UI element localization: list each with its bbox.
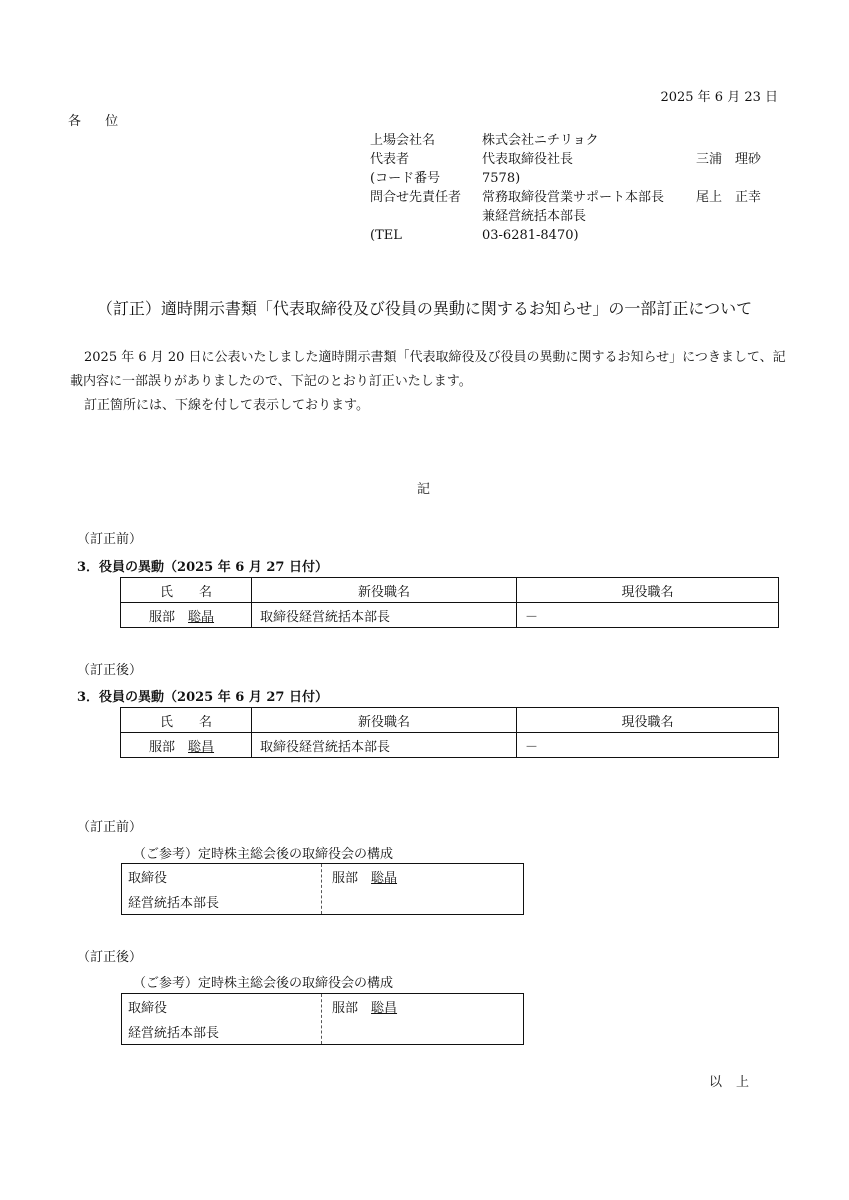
surname: 服部	[149, 739, 176, 755]
table-header-row	[121, 578, 779, 603]
body-text	[70, 346, 786, 418]
header-current-position: 現役職名	[517, 708, 779, 733]
before-correction-label: （訂正前）	[77, 532, 143, 547]
company-info-row	[370, 169, 786, 188]
new-position: 取締役経営統括本部長	[252, 603, 517, 628]
current-position: －	[517, 603, 779, 628]
board-role-line2: 経営統括本部長	[128, 896, 220, 911]
info-value: 03-6281-8470)	[482, 228, 579, 243]
table-row	[121, 603, 779, 628]
info-value: 常務取締役営業サポート本部長	[482, 190, 665, 205]
officer-name	[121, 733, 252, 758]
ki-heading: 記	[417, 482, 431, 497]
header-new-position: 新役職名	[252, 708, 517, 733]
board-member-name	[332, 867, 397, 886]
header-new-position: 新役職名	[252, 578, 517, 603]
surname: 服部	[332, 871, 359, 886]
reference-heading: （ご参考）定時株主総会後の取締役会の構成	[133, 847, 394, 862]
before-correction-label: （訂正前）	[77, 820, 143, 835]
info-key: (コード番号	[370, 171, 441, 186]
header-current-position: 現役職名	[517, 578, 779, 603]
surname: 服部	[332, 1001, 359, 1016]
closing-mark: 以上	[708, 1075, 763, 1090]
given-name: 聡昌	[188, 739, 215, 755]
officer-table-after	[120, 707, 779, 758]
company-info-row	[370, 207, 786, 226]
current-position: －	[517, 733, 779, 758]
company-info	[370, 131, 786, 245]
board-composition-after	[121, 993, 524, 1045]
reference-heading: （ご参考）定時株主総会後の取締役会の構成	[133, 976, 394, 991]
given-name: 聡晶	[188, 609, 215, 625]
info-key: (TEL	[370, 228, 402, 243]
info-value: 代表取締役社長	[482, 152, 574, 167]
body-paragraph: 2025 年 6 月 20 日に公表いたしました適時開示書類「代表取締役及び役員の異動に関するお知らせ」につきまして、記載内容に一部誤りがありましたので、下記のとおり訂正いたします。	[70, 350, 786, 389]
info-name	[696, 169, 786, 188]
officer-table-before	[120, 577, 779, 628]
officer-name	[121, 603, 252, 628]
section-heading: 3．役員の異動（2025 年 6 月 27 日付）	[77, 690, 328, 705]
after-correction-label: （訂正後）	[77, 950, 143, 965]
after-correction-label: （訂正後）	[77, 663, 143, 678]
header-name: 氏 名	[121, 578, 252, 603]
given-name: 聡晶	[371, 871, 398, 886]
table-header-row	[121, 708, 779, 733]
company-info-row	[370, 226, 786, 245]
info-name	[696, 226, 786, 245]
section-heading: 3．役員の異動（2025 年 6 月 27 日付）	[77, 560, 328, 575]
surname: 服部	[149, 609, 176, 625]
info-value: 株式会社ニチリョク	[482, 133, 599, 148]
info-value: 兼経営統括本部長	[482, 209, 587, 224]
info-value: 7578)	[482, 171, 521, 186]
board-composition-before	[121, 863, 524, 915]
info-key	[370, 207, 482, 226]
addressee: 各 位	[68, 114, 129, 129]
board-role-line2: 経営統括本部長	[128, 1026, 220, 1041]
info-name: 三浦 理砂	[696, 152, 762, 167]
given-name: 聡昌	[371, 1001, 398, 1016]
header-name: 氏 名	[121, 708, 252, 733]
info-key: 上場会社名	[370, 133, 436, 148]
info-key: 問合せ先責任者	[370, 190, 462, 205]
company-info-row	[370, 188, 786, 207]
info-key: 代表者	[370, 152, 410, 167]
document-title: （訂正）適時開示書類「代表取締役及び役員の異動に関するお知らせ」の一部訂正について	[96, 299, 753, 318]
document-date: 2025 年 6 月 23 日	[660, 90, 778, 105]
company-info-row	[370, 131, 786, 150]
info-name	[696, 207, 786, 226]
new-position: 取締役経営統括本部長	[252, 733, 517, 758]
body-paragraph: 訂正箇所には、下線を付して表示しております。	[84, 398, 369, 413]
table-row	[121, 733, 779, 758]
info-name	[696, 131, 786, 150]
board-role-line1: 取締役	[128, 871, 168, 886]
board-member-name	[332, 997, 397, 1016]
info-name: 尾上 正幸	[696, 190, 762, 205]
board-role-line1: 取締役	[128, 1001, 168, 1016]
company-info-row	[370, 150, 786, 169]
